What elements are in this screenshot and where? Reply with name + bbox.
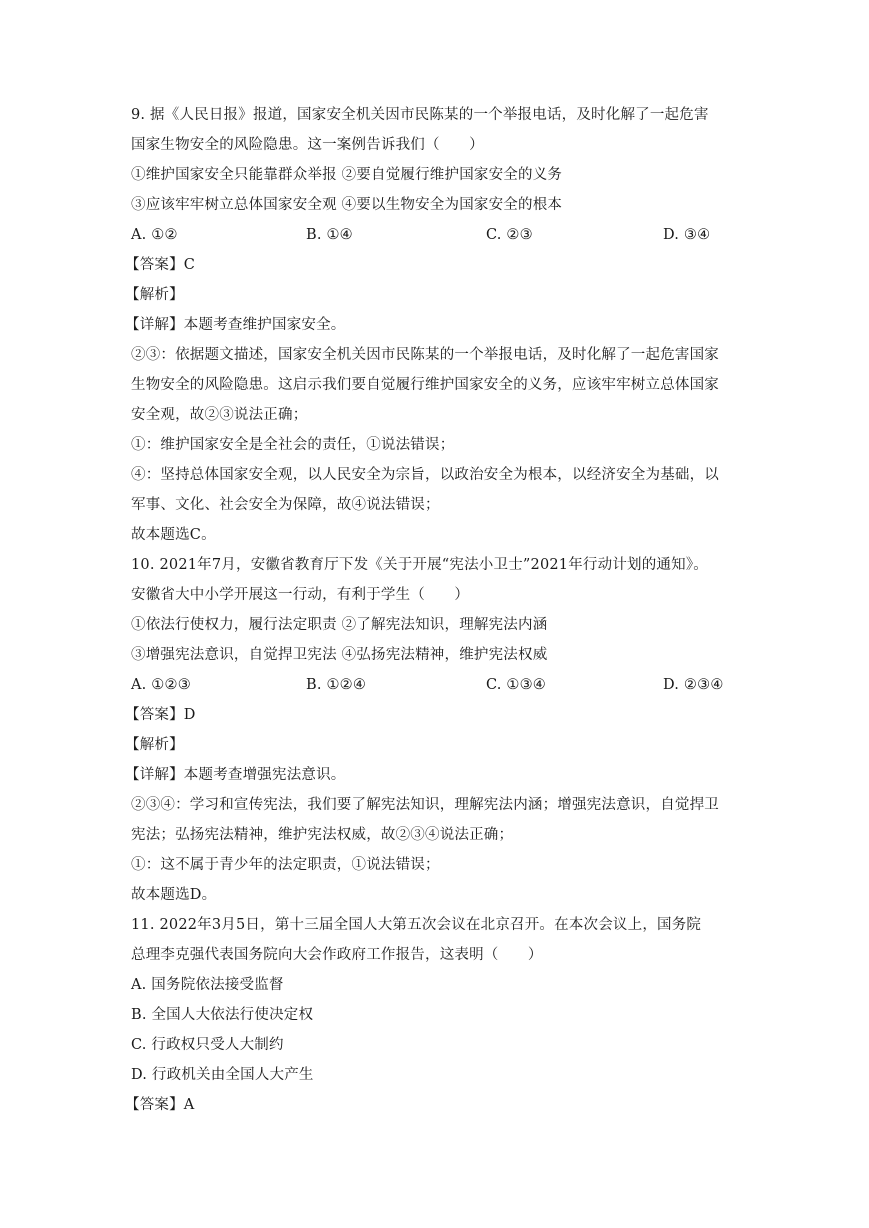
q9-answer: 【答案】C bbox=[125, 257, 196, 273]
q10-detail: 【详解】本题考查增强宪法意识。 bbox=[125, 767, 346, 783]
q9-explanation-line-1: ②③：依据题文描述，国家安全机关因市民陈某的一个举报电话，及时化解了一起危害国家 bbox=[131, 347, 719, 363]
q9-conclusion: 故本题选C。 bbox=[131, 527, 216, 543]
q9-explanation-line-6: 军事、文化、社会安全为保障，故④说法错误； bbox=[131, 497, 440, 513]
q9-explanation-line-5: ④：坚持总体国家安全观，以人民安全为宗旨，以政治安全为根本，以经济安全为基础，以 bbox=[131, 467, 719, 483]
q10-option-b: B. ①②④ bbox=[306, 677, 367, 693]
q11-option-c: C. 行政权只受人大制约 bbox=[131, 1037, 284, 1053]
q9-detail: 【详解】本题考查维护国家安全。 bbox=[125, 317, 346, 333]
q9-analysis-heading: 【解析】 bbox=[125, 287, 184, 303]
q9-option-c: C. ②③ bbox=[486, 227, 533, 243]
q10-statement-line-2: ③增强宪法意识，自觉捍卫宪法 ④弘扬宪法精神，维护宪法权威 bbox=[131, 647, 548, 663]
q11-stem-line-2: 总理李克强代表国务院向大会作政府工作报告，这表明（ ） bbox=[131, 947, 543, 963]
q10-option-a: A. ①②③ bbox=[131, 677, 191, 693]
q9-statement-line-2: ③应该牢牢树立总体国家安全观 ④要以生物安全为国家安全的根本 bbox=[131, 197, 563, 213]
q9-option-a: A. ①② bbox=[131, 227, 178, 243]
q9-statement-line-1: ①维护国家安全只能靠群众举报 ②要自觉履行维护国家安全的义务 bbox=[131, 167, 563, 183]
q10-stem-line-1: 10. 2021年7月，安徽省教育厅下发《关于开展“宪法小卫士”2021年行动计划的通知》。 bbox=[131, 557, 708, 573]
q9-explanation-line-4: ①：维护国家安全是全社会的责任，①说法错误； bbox=[131, 437, 455, 453]
q9-option-d: D. ③④ bbox=[663, 227, 711, 243]
q11-option-a: A. 国务院依法接受监督 bbox=[131, 977, 284, 993]
q10-explanation-line-2: 宪法；弘扬宪法精神，维护宪法权威，故②③④说法正确； bbox=[131, 827, 514, 843]
q10-option-c: C. ①③④ bbox=[486, 677, 546, 693]
q10-analysis-heading: 【解析】 bbox=[125, 737, 184, 753]
page-content bbox=[125, 100, 741, 1120]
q9-stem-line-1: 9. 据《人民日报》报道，国家安全机关因市民陈某的一个举报电话，及时化解了一起危害 bbox=[131, 107, 709, 123]
q11-option-d: D. 行政机关由全国人大产生 bbox=[131, 1067, 314, 1083]
q10-conclusion: 故本题选D。 bbox=[131, 887, 217, 903]
q9-options bbox=[131, 220, 741, 250]
q9-explanation-line-2: 生物安全的风险隐患。这启示我们要自觉履行维护国家安全的义务，应该牢牢树立总体国家 bbox=[131, 377, 719, 393]
q11-option-b: B. 全国人大依法行使决定权 bbox=[131, 1007, 314, 1023]
q9-explanation-line-3: 安全观，故②③说法正确； bbox=[131, 407, 308, 423]
q10-options bbox=[131, 670, 741, 700]
q10-option-d: D. ②③④ bbox=[663, 677, 724, 693]
q10-explanation-line-1: ②③④：学习和宣传宪法，我们要了解宪法知识，理解宪法内涵；增强宪法意识，自觉捍卫 bbox=[131, 797, 719, 813]
q9-option-b: B. ①④ bbox=[306, 227, 353, 243]
q10-explanation-line-3: ①：这不属于青少年的法定职责，①说法错误； bbox=[131, 857, 440, 873]
q10-stem-line-2: 安徽省大中小学开展这一行动，有利于学生（ ） bbox=[131, 587, 470, 603]
q10-statement-line-1: ①依法行使权力，履行法定职责 ②了解宪法知识，理解宪法内涵 bbox=[131, 617, 548, 633]
q10-answer: 【答案】D bbox=[125, 707, 196, 723]
q9-stem-line-2: 国家生物安全的风险隐患。这一案例告诉我们（ ） bbox=[131, 137, 484, 153]
q11-stem-line-1: 11. 2022年3月5日，第十三届全国人大第五次会议在北京召开。在本次会议上，国务院 bbox=[131, 917, 702, 933]
q11-answer: 【答案】A bbox=[125, 1097, 195, 1113]
